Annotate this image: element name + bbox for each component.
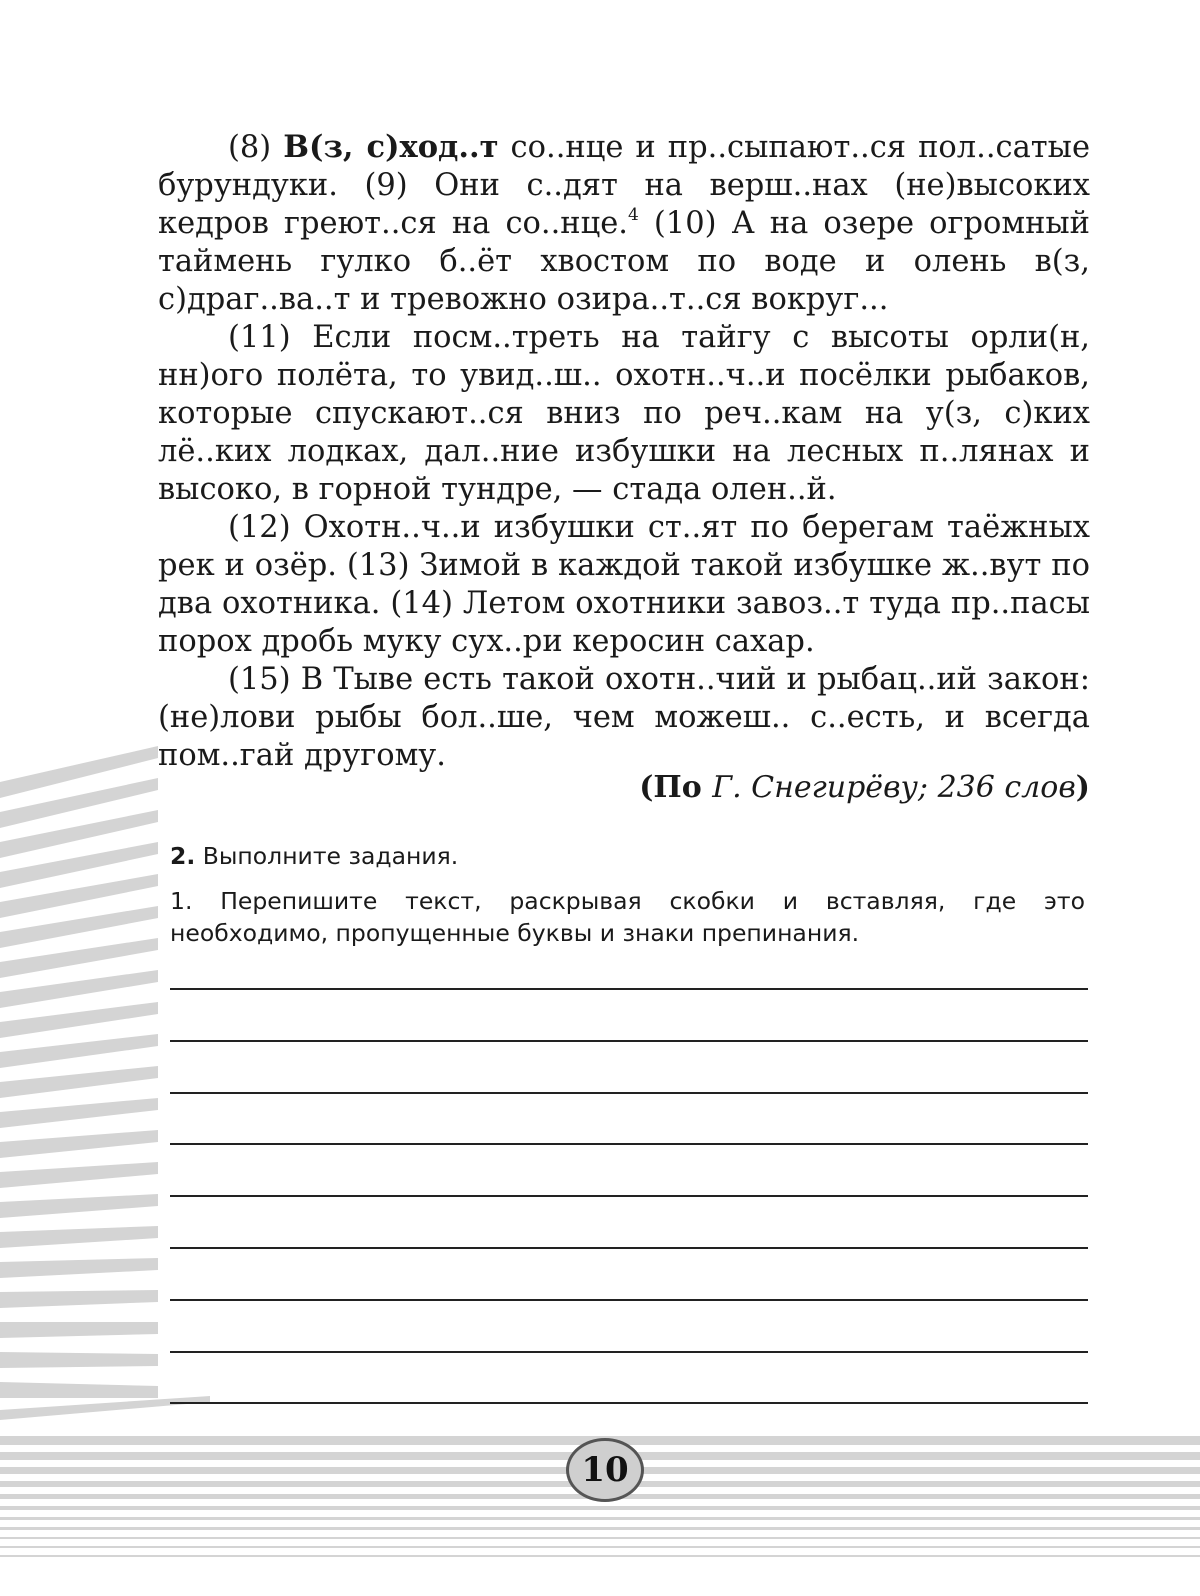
footnote-marker: 4 [627,205,639,225]
bold-word: В(з, с)ход..т [283,129,499,165]
answer-line[interactable] [170,1092,1088,1094]
answer-line[interactable] [170,1299,1088,1301]
paragraph-8-10: (8) В(з, с)ход..т со..нце и пр..сыпают..ся пол..сатые бурундуки. (9) Они с..дят на верш..нах (не)высоких кедров греют..ся на со..нце.$^4$ (10) А на озере огромный таймень гулко б..ёт хвостом по воде и олень в(з, с)драг..ва..т и тревожно озира..т..ся вокруг... [158,129,1091,317]
source-attribution: (По Г. Снегирёву; 236 слов) [639,770,1090,805]
answer-line[interactable] [170,1143,1088,1145]
answer-line[interactable] [170,1351,1088,1353]
page-number: 10 [581,1450,629,1490]
task-number: 2. [170,842,196,870]
task-heading [170,842,458,870]
exercise-text [158,128,1090,775]
answer-line[interactable] [170,1040,1088,1042]
paragraph-15: (15) В Тыве есть такой охотн..чий и рыбац..ий закон: (не)лови рыбы бол..ше, чем можеш.. с..есть, и всегда пом..гай другому. [158,662,1090,773]
paragraph-12-14: (12) Охотн..ч..и избушки ст..ят по берегам таёжных рек и озёр. (13) Зимой в каждой такой избушке ж..вут по два охотника. (14) Летом охотники завоз..т туда пр..пасы порох дробь муку сух..ри керосин сахар. [158,510,1090,659]
task-item-1: 1. Перепишите текст, раскрывая скобки и вставляя, где это необходимо, пропущенные буквы и знаки препинания. [170,887,1085,947]
answer-line[interactable] [170,988,1088,990]
paragraph-11: (11) Если посм..треть на тайгу с высоты орли(н, нн)ого полёта, то увид..ш.. охотн..ч..и посёлки рыбаков, которые спускают..ся вниз по реч..кам на у(з, с)ких лё..ких лодках, дал..ние избушки на лесных п..лянах и высоко, в горной тундре, — стада олен..й. [158,320,1090,507]
answer-line[interactable] [170,1247,1088,1249]
answer-line[interactable] [170,1402,1088,1404]
page-number-badge [566,1438,644,1502]
answer-line[interactable] [170,1195,1088,1197]
task-title: Выполните задания. [195,842,459,870]
author-name: Г. Снегирёву; 236 слов [712,770,1076,805]
